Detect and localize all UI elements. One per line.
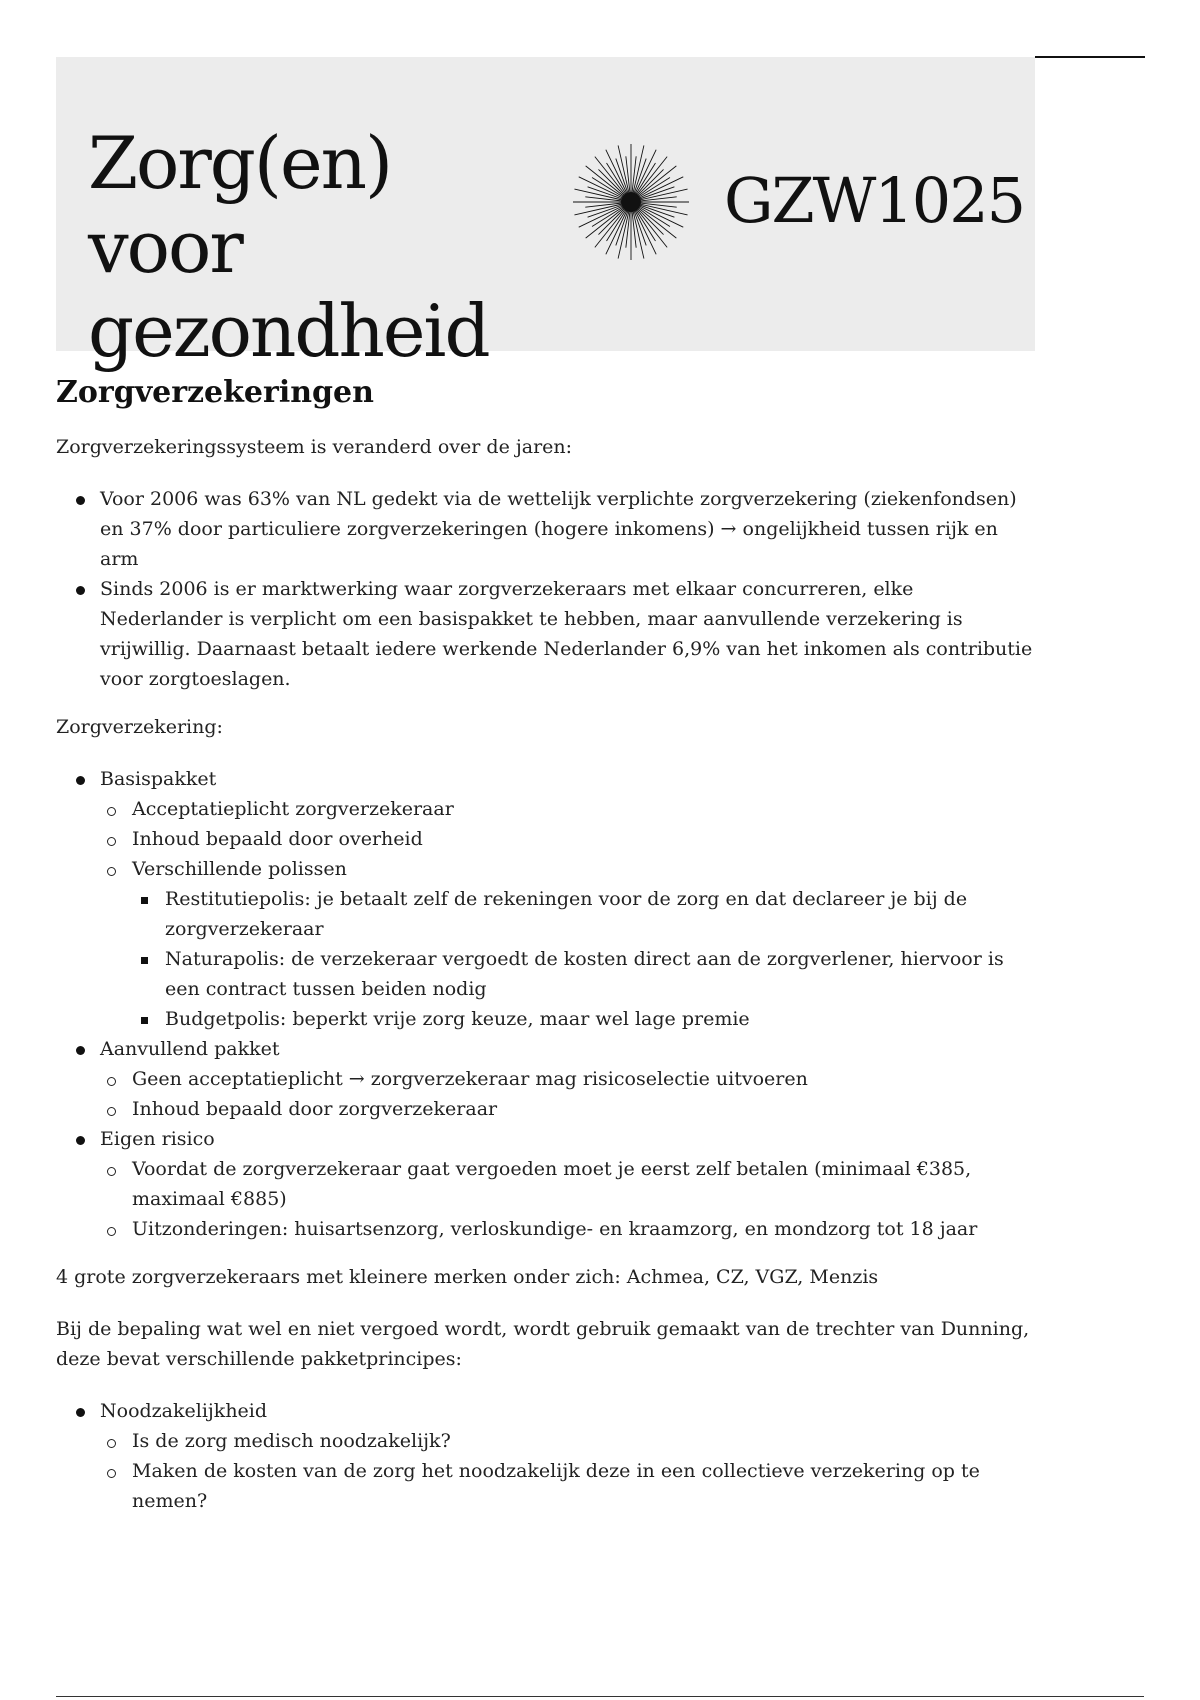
list-item-aanvullend	[56, 1034, 1036, 1124]
dunning-paragraph: Bij de bepaling wat wel en niet vergoed wordt, wordt gebruik gemaakt van de trechter van Dunning, deze bevat verschillende pakketprincipes:	[56, 1318, 1030, 1370]
page-title: Zorg(en) voor gezondheid	[88, 121, 489, 373]
list-item: Maken de kosten van de zorg het noodzakelijk deze in een collectieve verzekering op te nemen?	[100, 1456, 1036, 1516]
header-banner	[56, 57, 1035, 373]
section-title: Zorgverzekeringen	[56, 375, 374, 410]
list-item-label: Aanvullend pakket	[100, 1038, 280, 1060]
list-item: Restitutiepolis: je betaalt zelf de rekeningen voor de zorg en dat declareer je bij de zorgverzekeraar	[132, 884, 1036, 944]
list-item: Sinds 2006 is er marktwerking waar zorgverzekeraars met elkaar concurreren, elke Nederlander is verplicht om een basispakket te hebben, maar aanvullende verzekering is vrijwillig. Daarnaast betaalt iedere werkende Nederlander 6,9% van het inkomen als contributie voor zorgtoeslagen.	[56, 574, 1036, 694]
list-item: Inhoud bepaald door overheid	[100, 824, 1036, 854]
list-item: Geen acceptatieplicht → zorgverzekeraar mag risicoselectie uitvoeren	[100, 1064, 1036, 1094]
list-item: Acceptatieplicht zorgverzekeraar	[100, 794, 1036, 824]
list-item: Is de zorg medisch noodzakelijk?	[100, 1426, 1036, 1456]
list-item: Inhoud bepaald door zorgverzekeraar	[100, 1094, 1036, 1124]
list-item: Voor 2006 was 63% van NL gedekt via de wettelijk verplichte zorgverzekering (ziekenfondsen) en 37% door particuliere zorgverzekeringen (hogere inkomens) → ongelijkheid tussen rijk en arm	[56, 484, 1036, 574]
basispakket-sublist	[100, 794, 1036, 1034]
insurance-heading: Zorgverzekering:	[56, 716, 223, 738]
list-item-label: Noodzakelijkheid	[100, 1400, 268, 1422]
course-code: GZW1025	[724, 164, 1025, 237]
aanvullend-sublist	[100, 1064, 1036, 1124]
list-item: Naturapolis: de verzekeraar vergoedt de kosten direct aan de zorgverlener, hiervoor is een contract tussen beiden nodig	[132, 944, 1036, 1004]
eigen-risico-sublist	[100, 1154, 1036, 1244]
list-item-polissen	[100, 854, 1036, 1034]
principles-list	[56, 1396, 1036, 1516]
history-list	[56, 484, 1036, 694]
list-item-label: Basispakket	[100, 768, 217, 790]
intro-paragraph: Zorgverzekeringssysteem is veranderd over de jaren:	[56, 436, 573, 458]
bottom-rule	[56, 1696, 1144, 1697]
noodzakelijkheid-sublist	[100, 1426, 1036, 1516]
polissen-sublist	[132, 884, 1036, 1034]
list-item-noodzakelijkheid	[56, 1396, 1036, 1516]
starburst-icon	[571, 142, 691, 262]
top-right-rule	[1035, 56, 1145, 58]
list-item: Budgetpolis: beperkt vrije zorg keuze, maar wel lage premie	[132, 1004, 1036, 1034]
insurance-list	[56, 764, 1036, 1244]
list-item: Voordat de zorgverzekeraar gaat vergoeden moet je eerst zelf betalen (minimaal €385, maximaal €885)	[100, 1154, 1036, 1214]
list-item-basispakket	[56, 764, 1036, 1034]
list-item: Uitzonderingen: huisartsenzorg, verloskundige- en kraamzorg, en mondzorg tot 18 jaar	[100, 1214, 1036, 1244]
insurers-paragraph: 4 grote zorgverzekeraars met kleinere merken onder zich: Achmea, CZ, VGZ, Menzis	[56, 1266, 879, 1288]
document-body	[56, 372, 1036, 1534]
list-item-eigen-risico	[56, 1124, 1036, 1244]
list-item-label: Eigen risico	[100, 1128, 215, 1150]
list-item-label: Verschillende polissen	[132, 858, 347, 880]
